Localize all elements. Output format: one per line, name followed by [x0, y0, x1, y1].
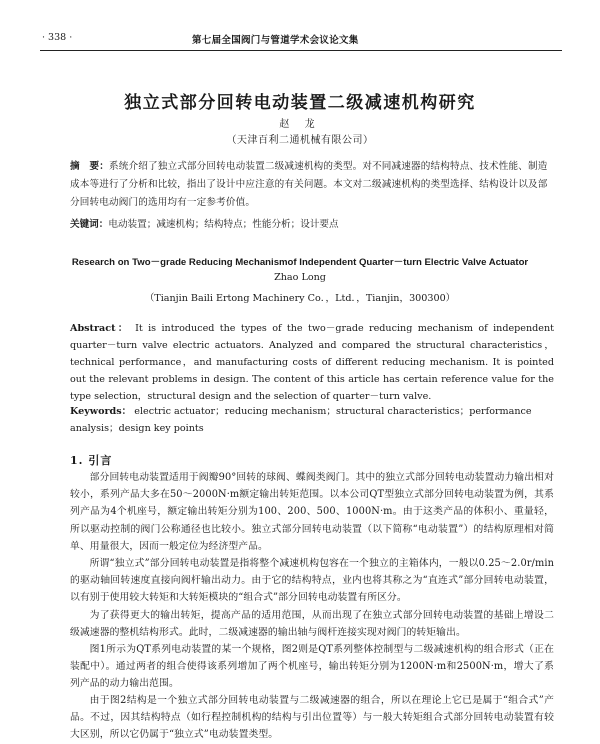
section-heading-introduction: 1. 引言 — [70, 454, 113, 467]
chinese-abstract — [70, 158, 554, 212]
header-divider — [40, 50, 562, 51]
chinese-affiliation: （天津百利二通机械有限公司） — [226, 135, 374, 146]
chinese-abstract-text: 系统介绍了独立式部分回转电动装置二级减速机构的类型。对不同减速器的结构特点、技术性能、制造成本等进行了分析和比较，指出了设计中应注意的有关问题。本文对二级减速机构的类型选择、结构设计以及部分回转电动阀门的选用均有一定参考价值。 — [70, 161, 548, 208]
chinese-title: 独立式部分回转电动装置二级减速机构研究 — [124, 93, 476, 113]
chinese-keywords-text: 电动装置；减速机构；结构特点；性能分析；设计要点 — [108, 219, 339, 230]
running-header — [42, 30, 562, 46]
body-paragraph: 所谓“独立式”部分回转电动装置是指将整个减速机构包容在一个独立的主箱体内，一般以0.25～2.0r/min的驱动轴回转速度直接向阀杆输出动力。由于它的结构特点，业内也将其称之为“直连式”部分回转电动装置，以有别于使用较大转矩和大转矩模块的“组合式”部分回转电动装置有所区分。 — [70, 558, 554, 604]
chinese-keywords — [70, 216, 554, 234]
body-paragraph: 部分回转电动装置适用于阀瓣90°回转的球阀、蝶阀类阀门。其中的独立式部分回转电动装置动力输出相对较小，系列产品大多在50～2000N·m额定输出转矩范围。以本公司QT型独立式部分回转电动装置为例，其系列产品为4个机座号，额定输出转矩分别为100、200、500、1000N·m。由于这类产品的体积小、重量轻，所以驱动控制的阀门公称通径也比较小。独立式部分回转电动装置（以下简称“电动装置”）的结构原理相对简单、用量很大，因而一般定位为经济型产品。 — [70, 472, 554, 552]
english-keywords — [70, 403, 554, 437]
english-abstract — [70, 320, 554, 405]
english-keywords-label: Keywords： — [70, 406, 132, 417]
chinese-abstract-label: 摘 要： — [70, 161, 109, 172]
body-paragraph: 图1所示为QT系列电动装置的某一个规格，图2则是QT系列整体控制型与二级减速机构的组合形式（正在装配中）。通过两者的组合使得该系列增加了两个机座号，输出转矩分别为1200N·m和2500N·m，增大了系列产品的动力输出范围。 — [70, 644, 554, 690]
english-author: Zhao Long — [274, 272, 326, 283]
body-paragraph: 由于图2结构是一个独立式部分回转电动装置与二级减速器的组合，所以在理论上它已是属于“组合式”产品。不过，因其结构特点（如行程控制机构的结构与引出位置等）与一般大转矩组合式部分回转电动装置有较大区别，所以它仍属于“独立式”电动装置类型。 — [70, 695, 554, 741]
chinese-author: 赵 龙 — [279, 119, 321, 130]
english-abstract-text: It is introduced the types of the two－grade reducing mechanism of independent quarter－turn valve electric actuators. Analyzed and compared the structural characteristics，technical performance，and manufacturing costs of different reducing mechanism. It is pointed out the relevant problems in design. The content of this article has certain reference value for the type selection，structural design and the selection of quarter－turn valve. — [70, 323, 554, 402]
english-affiliation: （Tianjin Baili Ertong Machinery Co．，Ltd．，Tianjin，300300） — [144, 293, 456, 304]
english-title: Research on Two－grade Reducing Mechanismof Independent Quarter－turn Electric Valve Actuator — [71, 257, 529, 268]
page-number: · 338 · — [42, 32, 73, 43]
english-abstract-label: Abstract： — [70, 323, 130, 334]
body-paragraph: 为了获得更大的输出转矩，提高产品的适用范围，从而出现了在独立式部分回转电动装置的基础上增设二级减速器的整机结构形式。此时，二级减速器的输出轴与阀杆连接实现对阀门的转矩输出。 — [70, 610, 554, 639]
journal-title: 第七届全国阀门与管道学术会议论文集 — [192, 35, 359, 46]
english-keywords-text: electric actuator；reducing mechanism；structural characteristics；performance analysis；design key points — [70, 406, 532, 434]
chinese-keywords-label: 关键词： — [70, 219, 109, 230]
